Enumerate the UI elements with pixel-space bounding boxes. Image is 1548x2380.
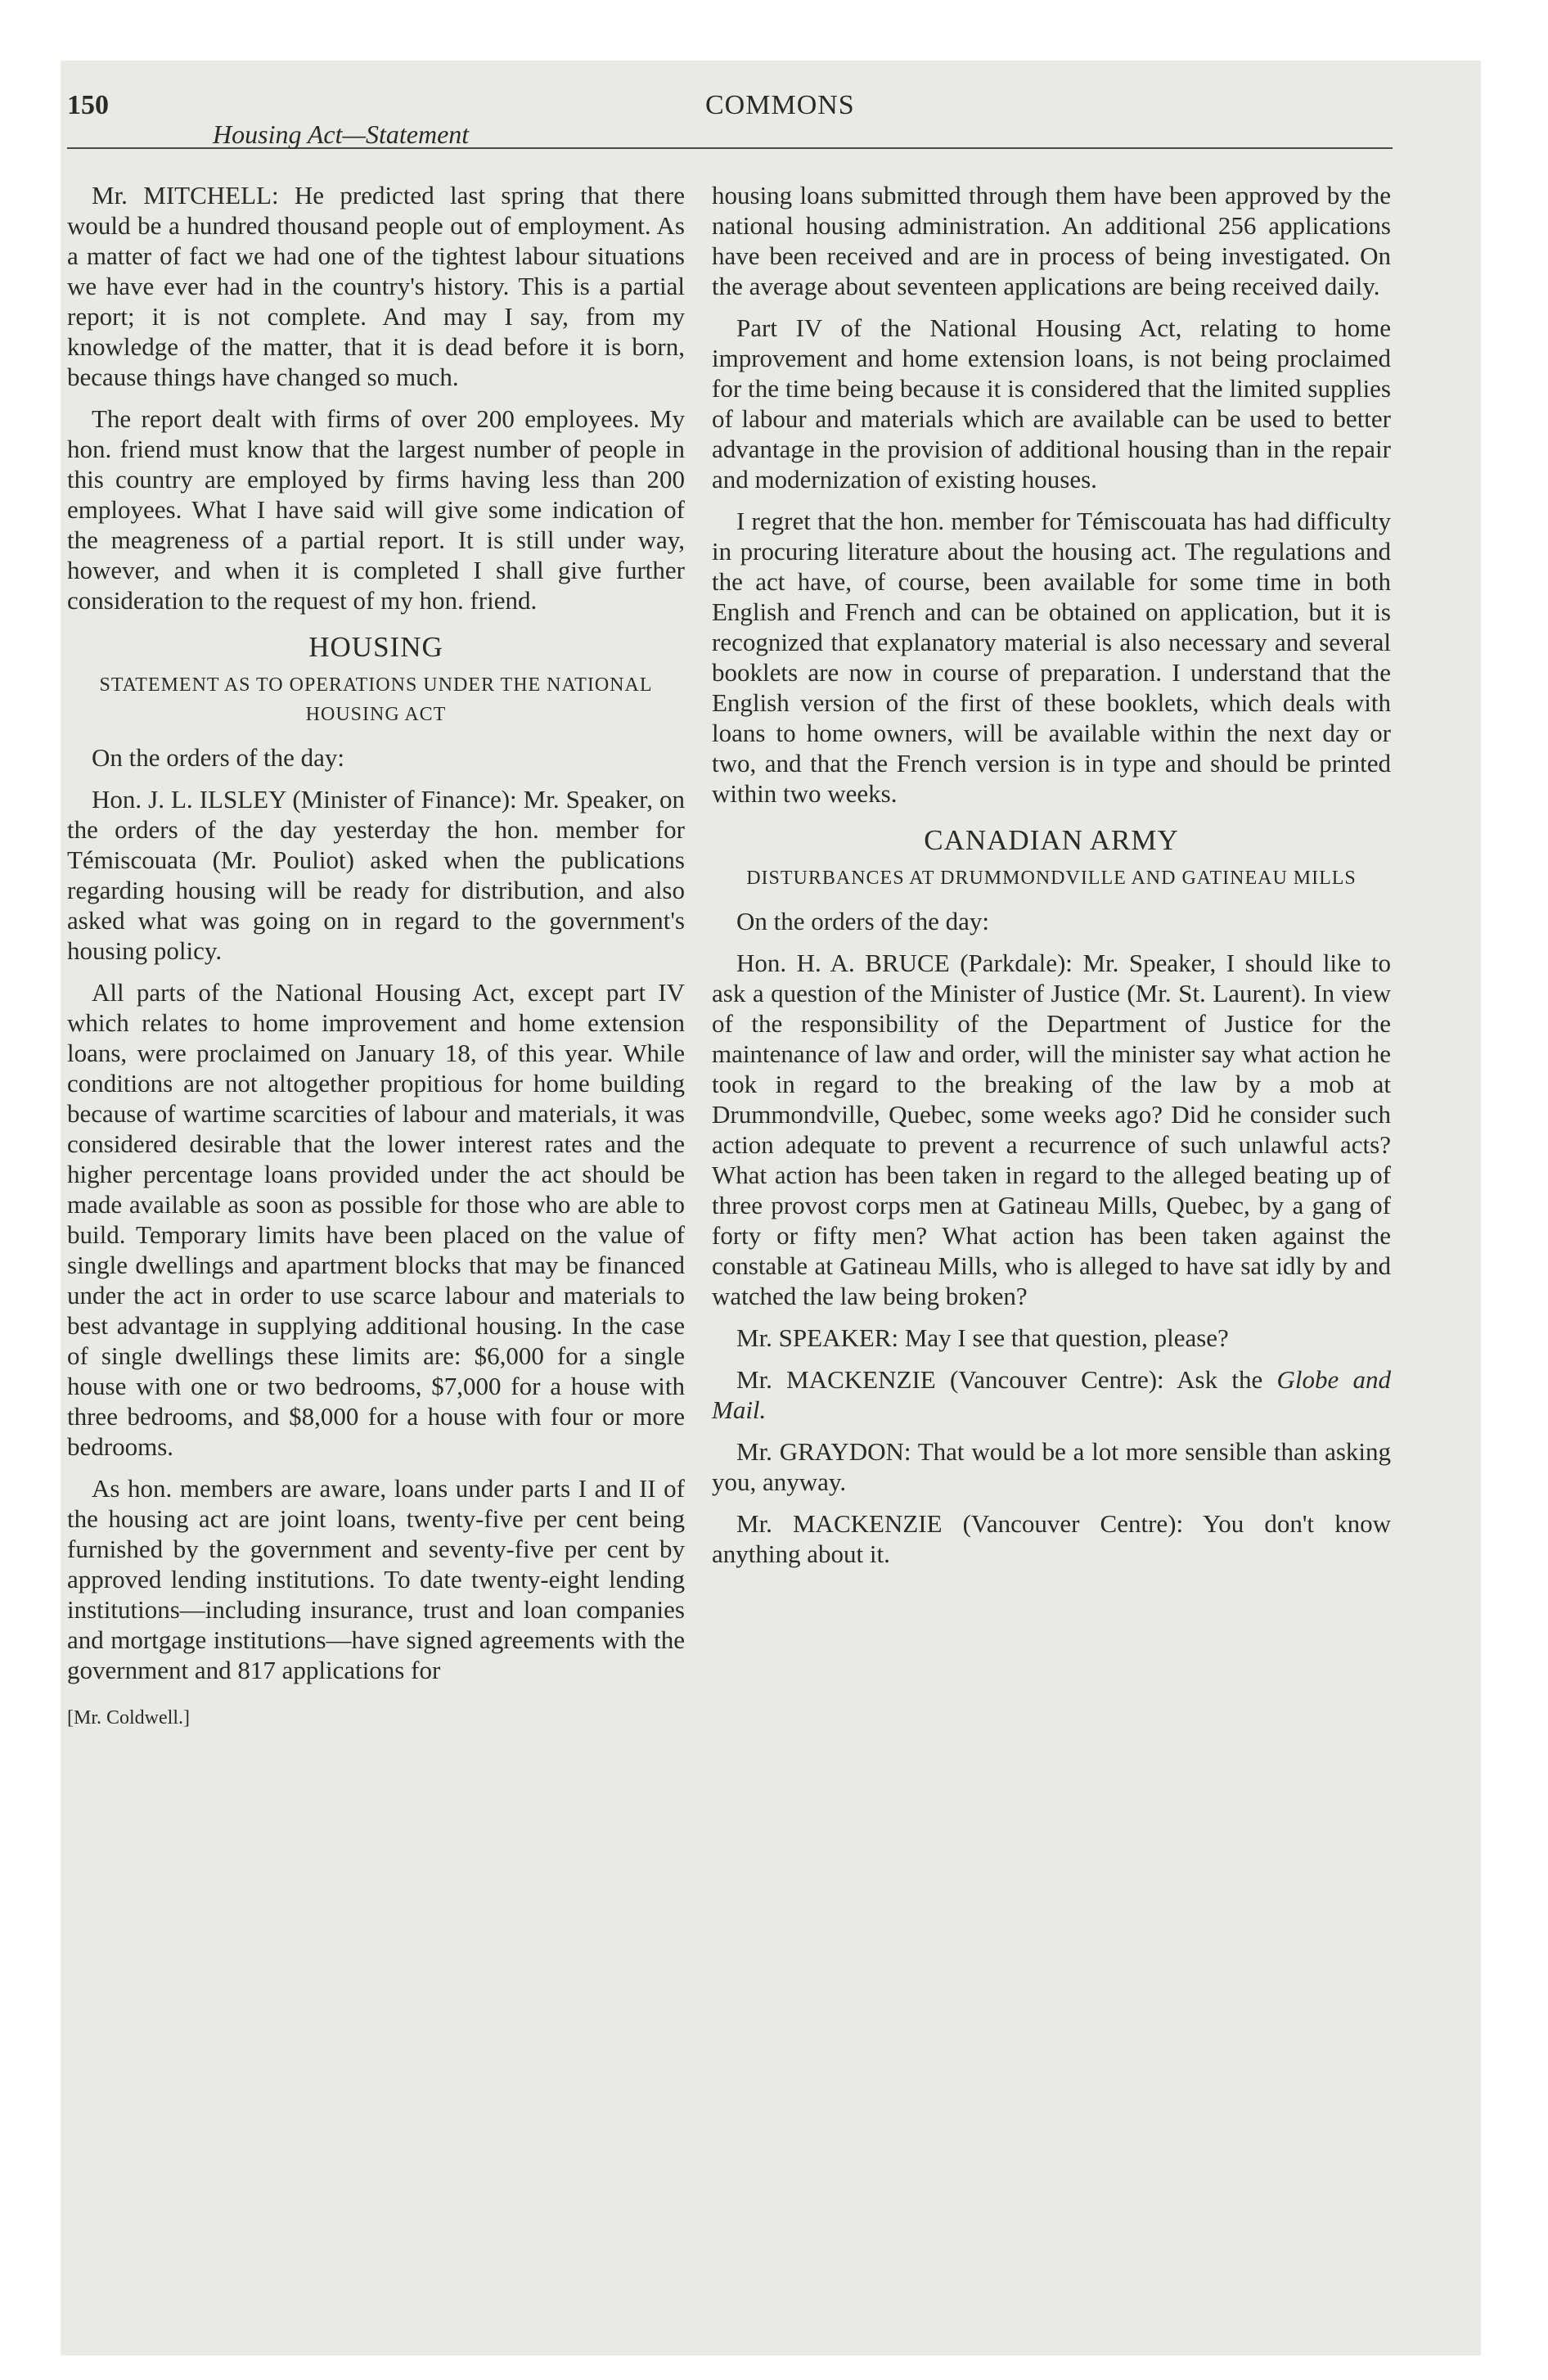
paragraph: The report dealt with firms of over 200 employees. My hon. friend must know that the largest number of people in this country are employed by firms having less than 200 employees. What I have said will give some indication of the meagreness of a partial report. It is still under way, however, and when it is completed I shall give further consideration to the request of my hon. friend. — [67, 404, 685, 615]
running-title: Housing Act—Statement — [213, 119, 470, 149]
section-subheading: STATEMENT AS TO OPERATIONS UNDER THE NATIONAL HOUSING ACT — [99, 674, 653, 725]
paragraph: Mr. GRAYDON: That would be a lot more sensible than asking you, anyway. — [712, 1437, 1391, 1496]
paragraph: Part IV of the National Housing Act, relating to home improvement and home extension loans, is not being proclaimed for the time being because it is considered that the limited supplies of labour and materials which are available can be used to better advantage in the provision of additional housing than in the repair and modernization of existing houses. — [712, 313, 1391, 494]
orders-of-day: On the orders of the day: — [736, 907, 990, 935]
orders-of-day: On the orders of the day: — [92, 743, 345, 772]
section-heading: CANADIAN ARMY — [924, 824, 1179, 856]
paragraph: I regret that the hon. member for Témiscouata has had difficulty in procuring literature about the housing act. The regulations and the act have, of course, been available for some time in both English and French and can be obtained on application, but it is recognized that explanatory material is also necessary and several booklets are now in course of preparation. I understand that the English version of the first of these booklets, which deals with loans to home owners, will be available within the next day or two, and that the French version is in type and should be printed within two weeks. — [712, 507, 1391, 808]
section-heading: HOUSING — [308, 631, 443, 663]
paragraph: Mr. MACKENZIE (Vancouver Centre): You don't know anything about it. — [712, 1509, 1391, 1568]
section-subheading: DISTURBANCES AT DRUMMONDVILLE AND GATINEAU MILLS — [746, 868, 1357, 889]
left-column — [67, 180, 685, 1733]
page-number: 150 — [67, 90, 109, 120]
paragraph: As hon. members are aware, loans under parts I and II of the housing act are joint loans, twenty-five per cent being furnished by the government and seventy-five per cent by approved lending institutions. To date twenty-eight lending institutions—including insurance, trust and loan companies and mortgage institutions—have signed agreements with the government and 817 applications for — [67, 1474, 685, 1684]
paragraph — [712, 1364, 1391, 1425]
right-column — [712, 180, 1391, 1580]
newspaper-title: Globe and Mail. — [712, 1365, 1391, 1424]
speaker-attribution: [Mr. Coldwell.] — [67, 1707, 190, 1729]
paragraph: All parts of the National Housing Act, except part IV which relates to home improvement and home extension loans, were proclaimed on January 18, of this year. While conditions are not altogether propitious for home building because of wartime scarcities of labour and materials, it was considered desirable that the lower interest rates and the higher percentage loans provided under the act should be made available as soon as possible for those who are able to build. Temporary limits have been placed on the value of single dwellings and apartment blocks that may be financed under the act in order to use scarce labour and materials to best advantage in supplying additional housing. In the case of single dwellings these limits are: $6,000 for a single house with one or two bedrooms, $7,000 for a house with three bedrooms, and $8,000 for a house with four or more bedrooms. — [67, 978, 685, 1461]
paragraph: Mr. MITCHELL: He predicted last spring that there would be a hundred thousand people out of employment. As a matter of fact we had one of the tightest labour situations we have ever had in the country's history. This is a partial report; it is not complete. And may I say, from my knowledge of the matter, that it is dead before it is born, because things have changed so much. — [67, 181, 685, 391]
page-header — [67, 90, 1393, 149]
text-run: Mr. MACKENZIE (Vancouver Centre): Ask the — [736, 1365, 1277, 1394]
paragraph: Hon. H. A. BRUCE (Parkdale): Mr. Speaker, I should like to ask a question of the Minister of Justice (Mr. St. Laurent). In view of the responsibility of the Department of Justice for the maintenance of law and order, will the minister say what action he took in regard to the breaking of the law by a mob at Drummondville, Quebec, some weeks ago? Did he consider such action adequate to prevent a recurrence of such unlawful acts? What action has been taken in regard to the alleged beating up of three provost corps men at Gatineau Mills, Quebec, by a gang of forty or fifty men? What action has been taken against the constable at Gatineau Mills, who is alleged to have sat idly by and watched the law being broken? — [712, 949, 1391, 1310]
house-title: COMMONS — [705, 90, 855, 120]
paragraph: Hon. J. L. ILSLEY (Minister of Finance): Mr. Speaker, on the orders of the day yesterday the hon. member for Témiscouata (Mr. Pouliot) asked when the publications regarding housing will be ready for distribution, and also asked what was going on in regard to the government's housing policy. — [67, 785, 685, 965]
paragraph: Mr. SPEAKER: May I see that question, please? — [736, 1323, 1229, 1352]
paragraph: housing loans submitted through them have been approved by the national housing administration. An additional 256 applications have been received and are in process of being investigated. On the average about seventeen applications are being received daily. — [712, 181, 1391, 300]
